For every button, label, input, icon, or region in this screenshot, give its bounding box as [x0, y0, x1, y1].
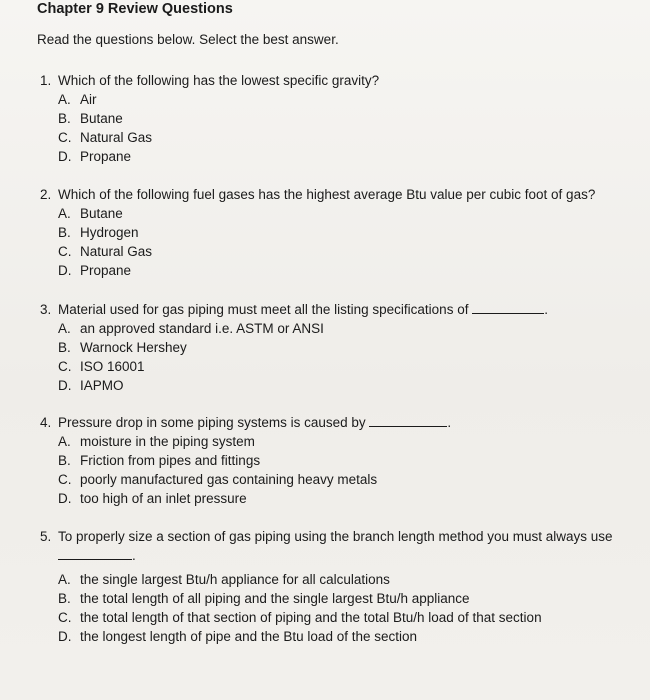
option-letter: C. — [58, 472, 72, 487]
option-text: the total length of that section of piping and the total Btu/h load of that section — [80, 610, 542, 625]
question-3 — [40, 300, 548, 395]
option-text: an approved standard i.e. ASTM or ANSI — [80, 321, 324, 336]
option-letter: A. — [58, 206, 71, 221]
answer-option[interactable] — [40, 223, 595, 242]
option-text: IAPMO — [80, 378, 124, 393]
option-text: Warnock Hershey — [80, 340, 187, 355]
option-text: Natural Gas — [80, 130, 153, 145]
answer-option[interactable] — [40, 357, 548, 376]
answer-option[interactable] — [40, 90, 379, 109]
option-letter: B. — [58, 453, 71, 468]
option-text: Friction from pipes and fittings — [80, 453, 261, 468]
question-text: Which of the following fuel gases has the highest average Btu value per cubic foot of gas? — [58, 187, 596, 202]
answer-option[interactable] — [40, 109, 379, 128]
option-letter: C. — [58, 359, 72, 374]
option-letter: C. — [58, 610, 72, 625]
option-text: Butane — [80, 206, 123, 221]
option-text: poorly manufactured gas containing heavy metals — [80, 472, 378, 487]
question-2 — [40, 185, 595, 280]
answer-option[interactable] — [40, 128, 379, 147]
question-stem — [40, 413, 451, 432]
option-letter: A. — [58, 572, 71, 587]
option-letter: A. — [58, 434, 71, 449]
option-letter: D. — [58, 491, 72, 506]
question-stem — [40, 300, 548, 319]
stem-end: . — [447, 415, 452, 430]
question-stem — [40, 71, 379, 90]
question-number: 3. — [40, 302, 52, 317]
page-title: Chapter 9 Review Questions — [37, 1, 233, 17]
question-text: Material used for gas piping must meet all the listing specifications of — [58, 302, 469, 317]
stem-end: . — [544, 302, 548, 317]
option-letter: A. — [58, 321, 71, 336]
answer-option[interactable] — [40, 376, 548, 395]
answer-option[interactable] — [40, 242, 595, 261]
answer-option[interactable] — [40, 570, 613, 589]
option-letter: B. — [58, 591, 71, 606]
answer-option[interactable] — [40, 470, 451, 489]
option-letter: D. — [58, 629, 72, 644]
option-text: the single largest Btu/h appliance for all calculations — [80, 572, 390, 587]
question-number: 1. — [40, 73, 52, 88]
option-text: too high of an inlet pressure — [80, 491, 247, 506]
answer-option[interactable] — [40, 627, 613, 646]
answer-blank — [58, 547, 132, 560]
option-letter: D. — [58, 263, 72, 278]
option-letter: B. — [58, 225, 71, 240]
question-4 — [40, 413, 451, 508]
option-text: Hydrogen — [80, 225, 139, 240]
question-5 — [40, 527, 613, 646]
question-stem — [40, 185, 595, 204]
option-letter: B. — [58, 111, 71, 126]
option-text: the longest length of pipe and the Btu load of the section — [80, 629, 417, 644]
option-text: ISO 16001 — [80, 359, 145, 374]
question-text: Which of the following has the lowest specific gravity? — [58, 73, 380, 88]
option-letter: D. — [58, 149, 72, 164]
question-number: 4. — [40, 415, 52, 430]
question-text: Pressure drop in some piping systems is caused by — [58, 415, 366, 430]
answer-blank — [472, 301, 544, 314]
answer-option[interactable] — [40, 319, 548, 338]
option-letter: A. — [58, 92, 71, 107]
answer-option[interactable] — [40, 261, 595, 280]
answer-option[interactable] — [40, 589, 613, 608]
option-letter: C. — [58, 244, 72, 259]
question-text: To properly size a section of gas piping using the branch length method you must always use — [58, 529, 613, 544]
answer-option[interactable] — [40, 147, 379, 166]
question-stem — [40, 527, 613, 546]
question-1 — [40, 71, 379, 166]
answer-blank-line — [40, 546, 613, 566]
option-text: Air — [80, 92, 97, 107]
option-text: the total length of all piping and the single largest Btu/h appliance — [80, 591, 470, 606]
answer-option[interactable] — [40, 608, 613, 627]
option-letter: D. — [58, 378, 72, 393]
option-letter: B. — [58, 340, 71, 355]
instructions: Read the questions below. Select the best answer. — [37, 32, 339, 47]
option-text: Propane — [80, 263, 132, 278]
answer-blank — [369, 414, 447, 427]
option-text: moisture in the piping system — [80, 434, 255, 449]
stem-end: . — [132, 548, 136, 563]
question-number: 2. — [40, 187, 52, 202]
answer-option[interactable] — [40, 432, 451, 451]
option-text: Butane — [80, 111, 123, 126]
option-text: Natural Gas — [80, 244, 153, 259]
option-letter: C. — [58, 130, 72, 145]
answer-option[interactable] — [40, 451, 451, 470]
question-number: 5. — [40, 529, 52, 544]
answer-option[interactable] — [40, 204, 595, 223]
answer-option[interactable] — [40, 338, 548, 357]
answer-option[interactable] — [40, 489, 451, 508]
option-text: Propane — [80, 149, 132, 164]
